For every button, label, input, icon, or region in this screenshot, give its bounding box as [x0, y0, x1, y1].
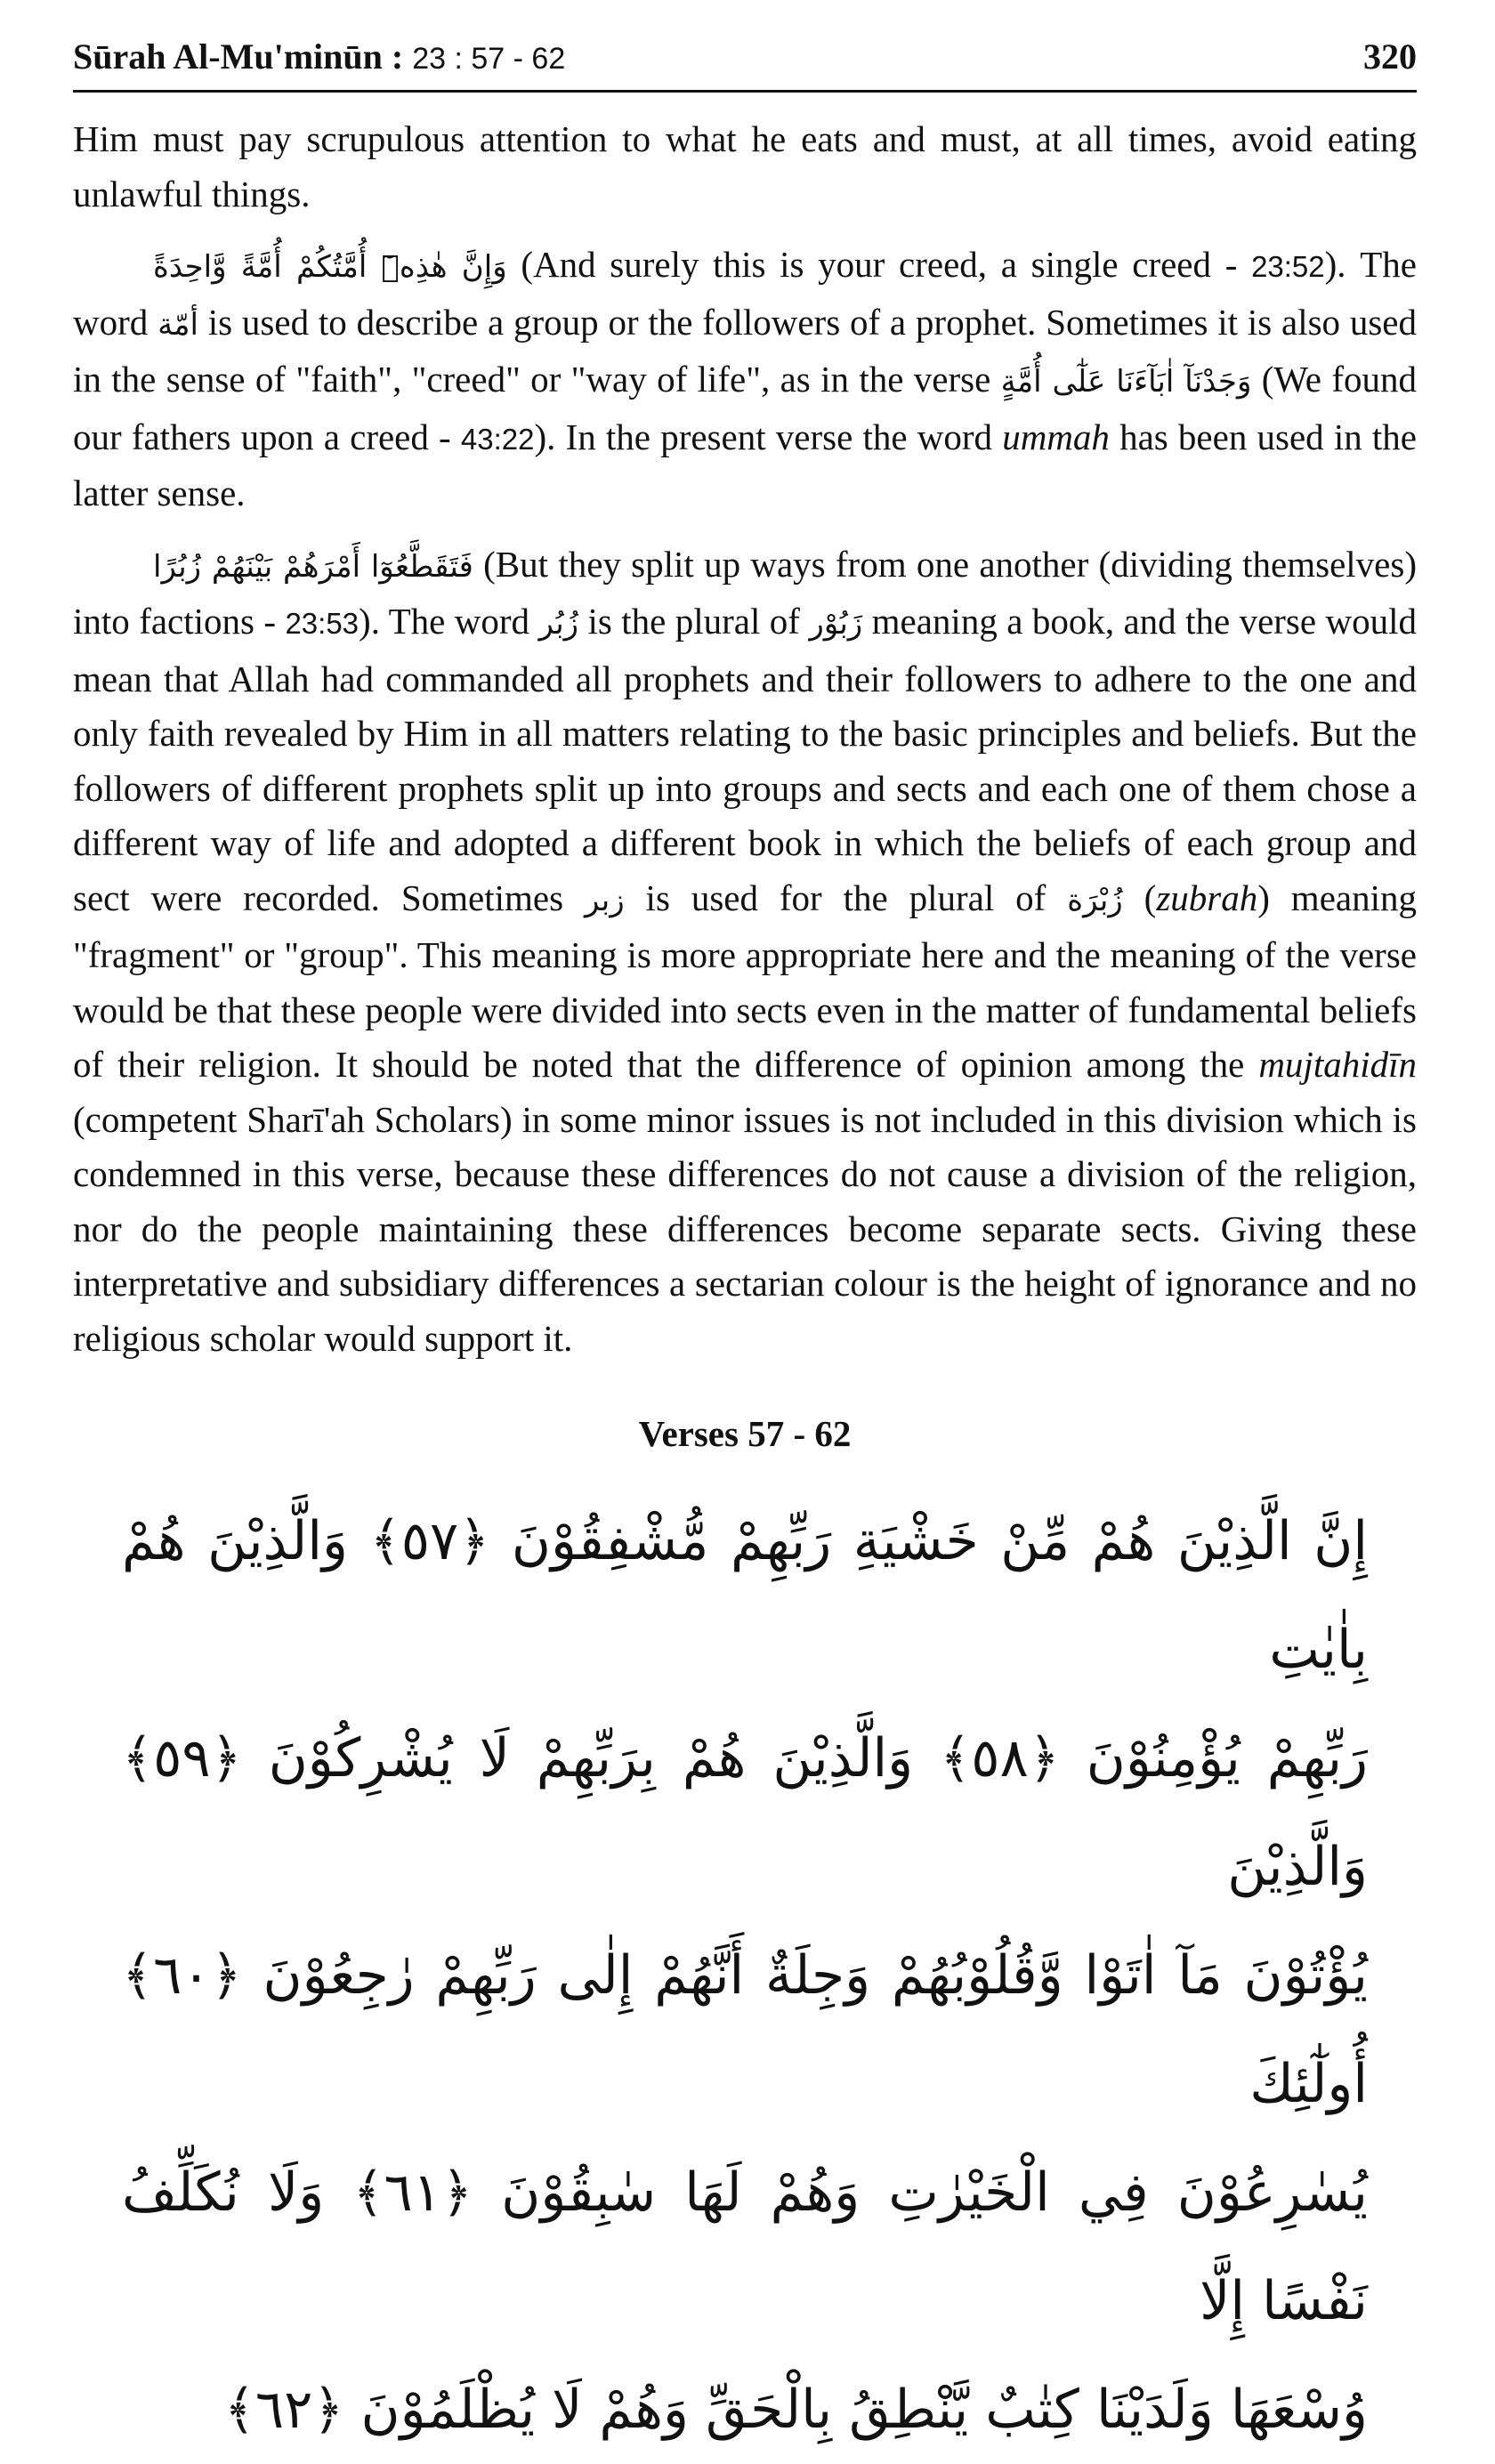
arabic-verse-line: يُؤْتُوْنَ مَآ اٰتَوْا وَّقُلُوْبُهُمْ وَجِلَةٌ أَنَّهُمْ إِلٰى رَبِّهِمْ رٰجِعُوْنَ ﴿٦٠﴾ أُولٰٓئِكَ	[122, 1944, 1368, 2115]
paragraph-text: is used for the plural of	[624, 877, 1068, 918]
arabic-word: زُبُر	[538, 606, 579, 642]
paragraph-text: has been used in the latter sense.	[73, 416, 1417, 513]
page	[73, 36, 1417, 2464]
arabic-word: زُبْرَة	[1067, 882, 1123, 918]
arabic-verse-line: رَبِّهِمْ يُؤْمِنُوْنَ ﴿٥٨﴾ وَالَّذِيْنَ هُمْ بِرَبِّهِمْ لَا يُشْرِكُوْنَ ﴿٥٩﴾ وَالَّذِيْنَ	[122, 1727, 1368, 1898]
arabic-verse: وَجَدْنَآ اٰبَآءَنَا عَلٰٓى أُمَّةٍ	[1000, 364, 1252, 400]
section-heading: Verses 57 - 62	[638, 1413, 852, 1454]
header-verse-ref: 23 : 57 - 62	[412, 42, 566, 76]
arabic-verse-line: إِنَّ الَّذِيْنَ هُمْ مِّنْ خَشْيَةِ رَبِّهِمْ مُّشْفِقُوْنَ ﴿٥٧﴾ وَالَّذِيْنَ هُمْ بِاٰيٰتِ	[122, 1510, 1368, 1681]
verse-reference: 23:53	[285, 607, 360, 640]
arabic-word: زبر	[584, 882, 625, 918]
paragraph-3	[73, 537, 1417, 1367]
italic-term: zubrah	[1156, 877, 1258, 918]
arabic-word: أمّة	[158, 306, 198, 343]
paragraph-text: (And surely this is your creed, a single creed -	[506, 244, 1252, 285]
running-header	[73, 36, 1417, 93]
paragraph-text: ). The word	[73, 244, 1418, 343]
arabic-verse-line: يُسٰرِعُوْنَ فِي الْخَيْرٰتِ وَهُمْ لَهَا سٰبِقُوْنَ ﴿٦١﴾ وَلَا نُكَلِّفُ نَفْسًا إِلَّا	[122, 2161, 1368, 2332]
surah-title: Sūrah Al-Mu'minūn :	[73, 36, 413, 77]
paragraph-text: is used to describe a group or the followers of a prophet. Sometimes it is also used in the sense of "faith", "creed" or "way of life", as in the verse	[73, 301, 1417, 400]
paragraph-text: ). The word	[359, 601, 539, 642]
paragraph-1	[73, 112, 1417, 222]
verse-reference: 23:52	[1251, 250, 1325, 283]
verse-reference: 43:22	[460, 422, 535, 456]
arabic-verse-line: وُسْعَهَا وَلَدَيْنَا كِتٰبٌ يَّنْطِقُ بِالْحَقِّ وَهُمْ لَا يُظْلَمُوْنَ ﴿٦٢﴾	[223, 2379, 1368, 2441]
paragraph-text: ). In the present verse the word	[534, 416, 1003, 457]
italic-term: mujtahidīn	[1258, 1044, 1417, 1085]
header-title	[73, 36, 565, 77]
paragraph-text: (	[1122, 877, 1157, 918]
paragraph-text: ) meaning "fragment" or "group". This meaning is more appropriate here and the meaning of the verse would be that these people were divided into sects even in the matter of fundamental beliefs of their religion. It should be noted that the difference of opinion among the	[73, 877, 1417, 1085]
paragraph-text: (But they split up ways from one another (dividing themselves) into factions -	[73, 543, 1417, 642]
arabic-quote: وَإِنَّ هٰذِهٖٓ أُمَّتُكُمْ أُمَّةً وَّاحِدَةً	[153, 249, 507, 285]
italic-term: ummah	[1002, 416, 1110, 457]
page-number: 320	[1363, 36, 1417, 77]
paragraph-2	[73, 238, 1417, 521]
paragraph-text: (We found our fathers upon a creed -	[73, 359, 1417, 457]
paragraph-text: (competent Sharī'ah Scholars) in some minor issues is not included in this division which is condemned in this verse, because these differences do not cause a division of the religion, nor do the people maintaining these differences become separate sects. Giving these interpretative and subsidiary differences a sectarian colour is the height of ignorance and no religious scholar would support it.	[73, 1098, 1417, 1359]
paragraph-text: Him must pay scrupulous attention to what he eats and must, at all times, avoid eating unlawful things.	[73, 118, 1417, 214]
arabic-quote: فَتَقَطَّعُوٓا أَمْرَهُمْ بَيْنَهُمْ زُبُرًا	[153, 548, 473, 585]
paragraph-text: meaning a book, and the verse would mean that Allah had commanded all prophets and their followers to adhere to the one and only faith revealed by Him in all matters relating to the basic principles and beliefs. But the followers of different prophets split up into groups and sects and each one of them chose a different way of life and adopted a different book in which the beliefs of each group and sect were recorded. Sometimes	[73, 601, 1417, 918]
body-text	[73, 112, 1417, 1366]
arabic-word: زَبُوْر	[809, 606, 863, 642]
arabic-verses	[73, 1487, 1417, 2464]
paragraph-text: is the plural of	[578, 601, 810, 642]
